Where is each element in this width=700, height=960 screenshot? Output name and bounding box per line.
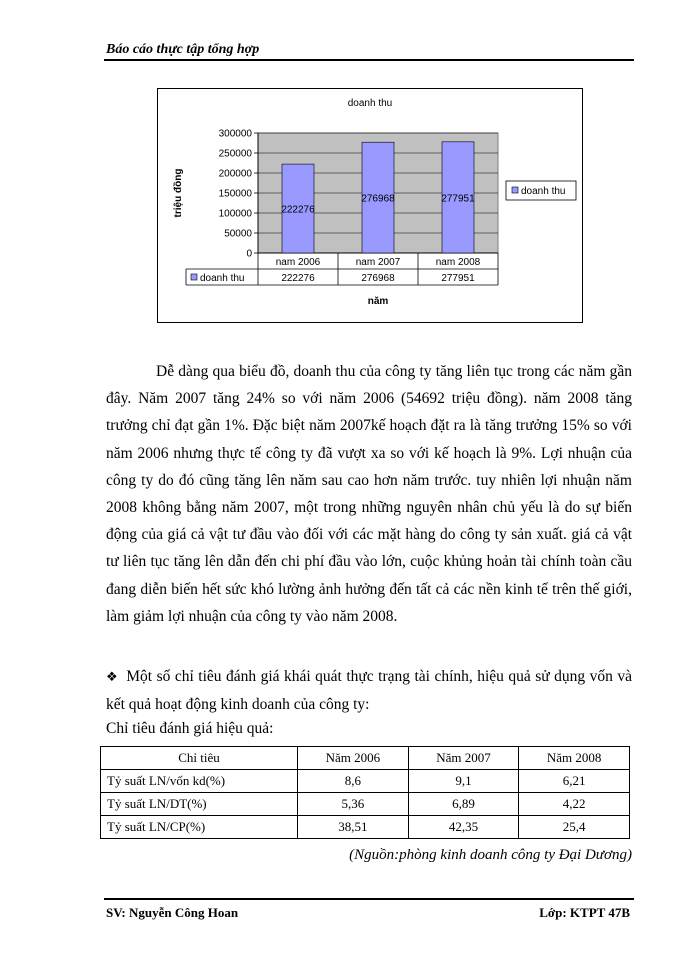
y-tick-label: 300000 [218,128,252,140]
bullet-diamond-icon: ❖ [106,670,119,685]
page-header-title: Báo cáo thực tập tổng hợp [106,42,260,57]
header-cell: Năm 2008 [519,747,630,770]
x-category-label: nam 2008 [435,257,481,268]
bullet-paragraph [106,663,632,718]
cell-value: 5,36 [298,793,409,816]
legend-swatch [512,187,518,193]
analysis-paragraph: Dễ dàng qua biểu đồ, doanh thu của công ty tăng liên tục trong các năm gần đây. Năm 2007 tăng 24% so với năm 2006 (54692 triệu đồng). năm 2008 tăng trưởng chỉ đạt gần 1%. Đặc biệt năm 2007kế hoạch đặt ra là tăng trưởng 15% so với năm 2006 nhưng thực tế công ty đã vượt xa so với kế hoạch là 9%. Lợi nhuận của công ty do đó cũng tăng lên năm sau cao hơn năm trước. tuy nhiên lợi nhuận năm 2008 không bằng năm 2007, một trong những nguyên nhân chủ yếu là do sự biến động của giá cả vật tư đầu vào đối với các mặt hàng do công ty sản xuất. giá cả vật tư liên tục tăng lên dẫn đến chi phí đầu vào lớn, cuộc khủng hoản tài chính toàn cầu đang diễn biến hết sức khó lường ảnh hưởng đến tất cả các nền kinh tế trên thế giới, làm giảm lợi nhuận của công ty vào năm 2008. [106,363,632,625]
footer-rule [104,898,634,900]
header-cell: Năm 2007 [408,747,519,770]
cell-value: 25,4 [519,816,630,839]
revenue-chart-svg [158,89,582,322]
header-cell: Năm 2006 [298,747,409,770]
cell-value: 6,89 [408,793,519,816]
cell-value: 42,35 [408,816,519,839]
cell-value: 4,22 [519,793,630,816]
source-note: (Nguồn:phòng kinh doanh công ty Đại Dương) [349,847,632,863]
cell-value: 8,6 [298,770,409,793]
y-tick-label: 50000 [224,228,252,240]
x-category-label: nam 2006 [275,257,321,268]
y-tick-label: 200000 [218,168,252,180]
table-value: 276968 [361,273,395,284]
bar-data-label: 276968 [361,193,395,205]
table-series-label: doanh thu [200,273,245,284]
table-row [101,793,630,816]
y-tick-label: 250000 [218,148,252,160]
cell-value: 9,1 [408,770,519,793]
y-tick-label: 150000 [218,188,252,200]
bullet-text: Một số chỉ tiêu đánh giá khái quát thực trạng tài chính, hiệu quả sử dụng vốn và kết quả hoạt động kinh doanh của công ty: [106,668,632,713]
table-value: 277951 [441,273,475,284]
table-header-row [101,747,630,770]
chart-x-axis-label: năm [367,296,389,307]
revenue-chart [157,88,583,323]
chart-title: doanh thu [347,98,393,109]
legend-label: doanh thu [521,186,566,197]
header-rule [104,59,634,61]
row-label: Tỷ suất LN/vốn kd(%) [101,770,298,793]
row-label: Tỷ suất LN/DT(%) [101,793,298,816]
bar-data-label: 277951 [441,193,475,205]
y-tick-label: 100000 [218,208,252,220]
bar-data-label: 222276 [281,204,315,216]
footer-student: SV: Nguyễn Công Hoan [106,905,239,920]
row-label: Tỷ suất LN/CP(%) [101,816,298,839]
table-value: 222276 [281,273,315,284]
footer-class: Lớp: KTPT 47B [539,905,630,920]
header-cell: Chỉ tiêu [101,747,298,770]
chart-legend [506,181,576,200]
y-tick-label: 0 [246,248,252,260]
table-legend-swatch [191,274,197,280]
cell-value: 38,51 [298,816,409,839]
chart-y-axis-label: triệu đồng [173,168,184,218]
table-row [101,816,630,839]
cell-value: 6,21 [519,770,630,793]
table-row [101,770,630,793]
x-category-label: nam 2007 [355,257,401,268]
table-heading: Chỉ tiêu đánh giá hiệu quả: [106,720,274,737]
efficiency-table [100,746,630,839]
